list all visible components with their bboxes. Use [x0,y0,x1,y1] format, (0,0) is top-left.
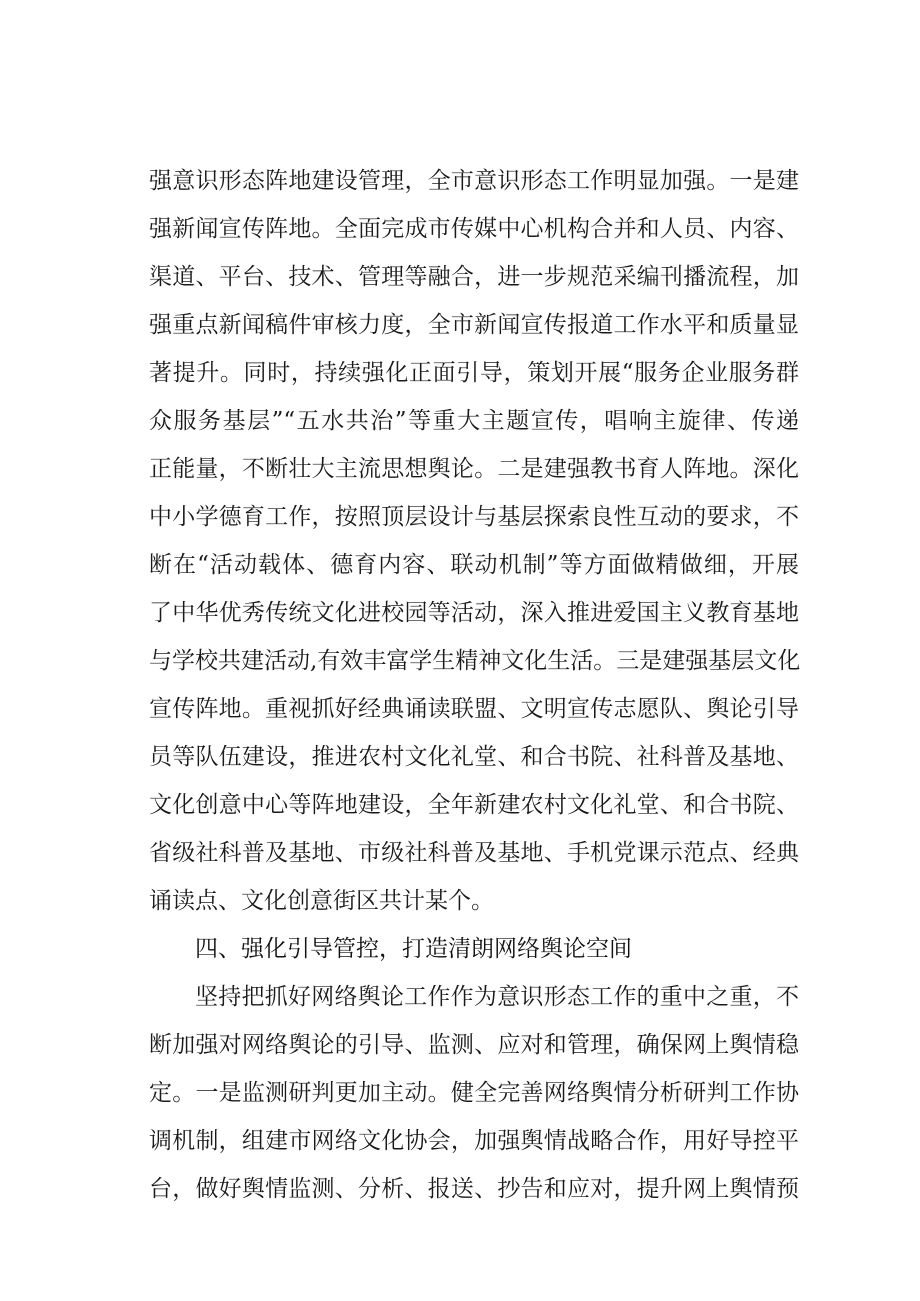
body-text-line: 员等队伍建设，推进农村文化礼堂、和合书院、社科普及基地、 [149,744,799,770]
body-text-line: 强新闻宣传阵地。全面完成市传媒中心机构合并和人员、内容、 [149,216,799,242]
body-text-line: 定。一是监测研判更加主动。健全完善网络舆情分析研判工作协 [149,1080,799,1106]
body-text-line: 省级社科普及基地、市级社科普及基地、手机党课示范点、经典 [149,840,799,866]
body-text-line: 调机制，组建市网络文化协会，加强舆情战略合作，用好导控平 [149,1128,799,1154]
body-text-line: 断加强对网络舆论的引导、监测、应对和管理，确保网上舆情稳 [149,1032,799,1058]
body-text-line: 坚持把抓好网络舆论工作作为意识形态工作的重中之重，不 [195,984,799,1010]
body-text-line: 与学校共建活动,有效丰富学生精神文化生活。三是建强基层文化 [149,648,801,674]
body-text-line: 文化创意中心等阵地建设，全年新建农村文化礼堂、和合书院、 [149,792,799,818]
body-text-line: 著提升。同时，持续强化正面引导，策划开展“服务企业服务群 [149,360,799,386]
body-text-line: 宣传阵地。重视抓好经典诵读联盟、文明宣传志愿队、舆论引导 [149,696,799,722]
body-text-line: 了中华优秀传统文化进校园等活动，深入推进爱国主义教育基地 [149,600,799,626]
body-text-line: 断在“活动载体、德育内容、联动机制”等方面做精做细，开展 [149,552,799,578]
body-text-line: 诵读点、文化创意街区共计某个。 [149,888,494,914]
body-text-line: 台，做好舆情监测、分析、报送、抄告和应对，提升网上舆情预 [149,1176,799,1202]
body-text-line: 众服务基层”“五水共治”等重大主题宣传，唱响主旋律、传递 [149,408,799,434]
body-text-line: 强意识形态阵地建设管理，全市意识形态工作明显加强。一是建 [149,168,799,194]
body-text-line: 渠道、平台、技术、管理等融合，进一步规范采编刊播流程，加 [149,264,799,290]
body-text-line: 正能量，不断壮大主流思想舆论。二是建强教书育人阵地。深化 [149,456,799,482]
section-heading: 四、强化引导管控，打造清朗网络舆论空间 [195,936,632,962]
body-text-line: 强重点新闻稿件审核力度，全市新闻宣传报道工作水平和质量显 [149,312,799,338]
body-text-line: 中小学德育工作，按照顶层设计与基层探索良性互动的要求，不 [149,504,799,530]
